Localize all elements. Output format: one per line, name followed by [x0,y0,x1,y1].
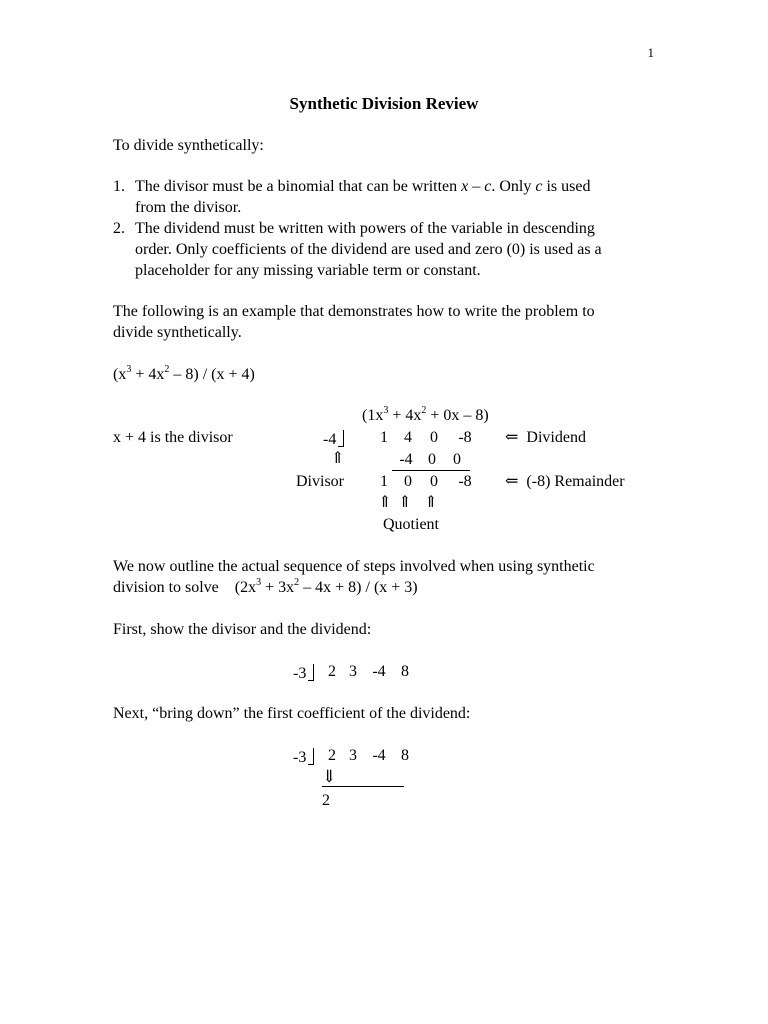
example-paragraph-line1: The following is an example that demonstrates how to write the problem to [113,303,595,320]
example-row-2: -4 0 0 [392,452,470,471]
left-arrow-icon: ⇐ [505,429,519,446]
intro-text: To divide synthetically: [113,137,264,154]
up-arrow-icon: ⇑ [398,494,412,511]
list-item-text: The divisor must be a binomial that can be written x – c. Only c is used [135,178,591,195]
step1-divisor: -3 [293,664,314,682]
step2-divisor: -3 [293,748,314,766]
example-problem: $(x^3 + 4x^2 - 8) / (x + 4)$ [113,364,255,383]
list-number: 1. [113,178,125,195]
example-row-1: 1 4 0 -8 [380,429,472,446]
outline-paragraph-line2: division to solve $(2x^3 + 3x^2 - 4x + 8) / (x + 3)$ [113,577,418,596]
divisor-note: x + 4 is the divisor [113,429,233,446]
example-paragraph-line2: divide synthetically. [113,324,242,341]
result-line [322,786,404,787]
list-item-2 [113,220,595,237]
divisor-up-arrow-icon: ⇑ [331,450,345,467]
list-item-1-continued: from the divisor. [135,199,242,216]
outline-problem: $(2x^3 + 3x^2 - 4x + 8) / (x + 3)$ [234,577,418,596]
division-corner [308,664,314,681]
division-corner [308,748,314,765]
outline-paragraph-line1: We now outline the actual sequence of steps involved when using synthetic [113,558,595,575]
dividend-annotation: ⇐ Dividend [505,429,586,446]
example-dividend-expression: $(1x^3 + 4x^2 + 0x - 8)$ [362,405,489,424]
page-number: 1 [647,45,654,60]
list-number: 2. [113,220,125,237]
division-corner [338,430,344,447]
quotient-arrows [378,495,444,511]
list-item-1 [113,178,591,195]
quotient-label: Quotient [383,516,439,533]
example-divisor: -4 [323,430,344,448]
remainder-annotation: ⇐ (-8) Remainder [505,473,625,490]
divisor-expression: x – c [461,178,492,195]
up-arrow-icon: ⇑ [424,494,438,511]
list-item-2-line3: placeholder for any missing variable term or constant. [135,262,481,279]
divisor-label: Divisor [296,473,344,490]
left-arrow-icon: ⇐ [505,473,519,490]
c-variable: c [535,178,543,195]
example-row-3: 1 0 0 -8 [380,473,472,490]
page-title: Synthetic Division Review [289,94,479,113]
step1-text: First, show the divisor and the dividend: [113,621,372,638]
list-item-text: The dividend must be written with powers of the variable in descending [135,220,595,237]
list-item-2-line2: order. Only coefficients of the dividend are used and zero (0) is used as a [135,241,602,258]
step2-result: 2 [322,792,330,809]
down-arrow-icon: ⇓ [322,767,337,786]
step2-coefficients: 2 3 -4 8 [328,747,409,764]
step2-text: Next, “bring down” the first coefficient of the dividend: [113,705,471,722]
step1-coefficients: 2 3 -4 8 [328,663,409,680]
up-arrow-icon: ⇑ [378,494,392,511]
